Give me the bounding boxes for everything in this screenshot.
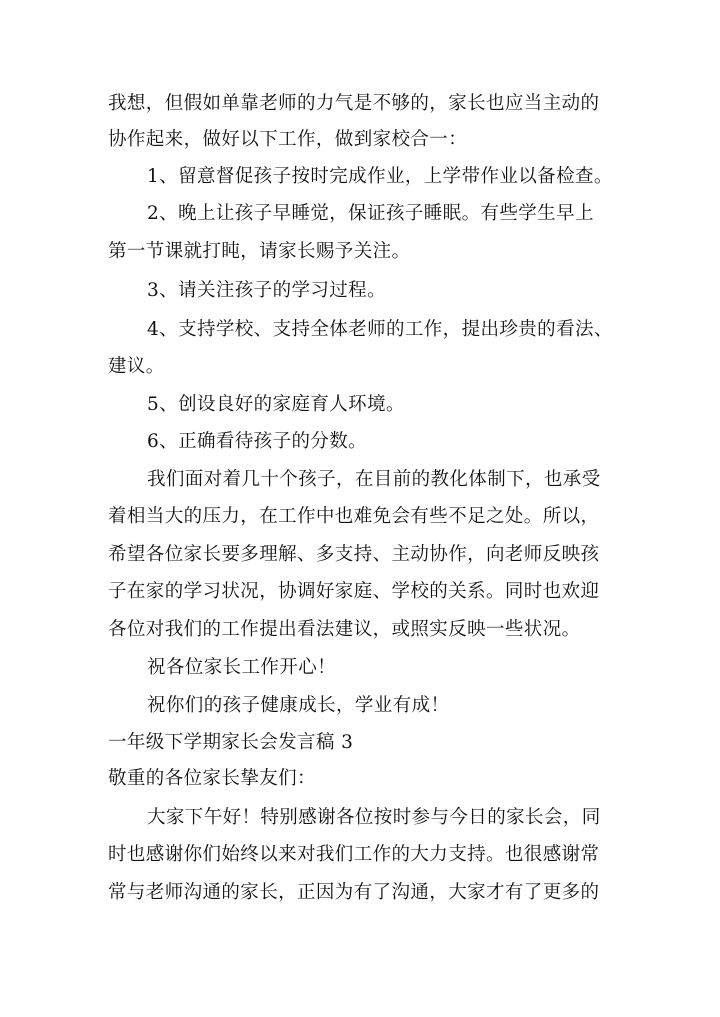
list-item-4: 4、支持学校、支持全体老师的工作，提出珍贵的看法、 xyxy=(147,319,613,340)
paragraph-line: 建议。 xyxy=(108,356,165,377)
paragraph-line: 各位对我们的工作提出看法建议，或照实反映一些状况。 xyxy=(108,619,581,640)
paragraph-line: 子在家的学习状况，协调好家庭、学校的关系。同时也欢迎 xyxy=(108,581,600,602)
paragraph-line: 第一节课就打盹，请家长赐予关注。 xyxy=(108,241,411,262)
list-item-1: 1、留意督促孩子按时完成作业，上学带作业以备检查。 xyxy=(147,166,613,187)
list-item-3: 3、请关注孩子的学习过程。 xyxy=(147,280,386,301)
list-item-5: 5、创设良好的家庭育人环境。 xyxy=(147,394,405,415)
paragraph-line: 协作起来，做好以下工作，做到家校合一： xyxy=(108,129,468,150)
closing-line: 祝各位家长工作开心！ xyxy=(147,657,337,678)
closing-line: 祝你们的孩子健康成长，学业有成！ xyxy=(147,695,450,716)
list-item-6: 6、正确看待孩子的分数。 xyxy=(147,431,368,452)
paragraph-line: 大家下午好！特别感谢各位按时参与今日的家长会，同 xyxy=(147,807,601,828)
paragraph-line: 我想，但假如单靠老师的力气是不够的，家长也应当主动的 xyxy=(108,93,600,114)
paragraph-line: 常与老师沟通的家长，正因为有了沟通，大家才有了更多的 xyxy=(108,882,600,903)
paragraph-line: 着相当大的压力，在工作中也难免会有些不足之处。所以， xyxy=(108,506,600,527)
section-title: 一年级下学期家长会发言稿 3 xyxy=(108,732,354,753)
paragraph-line: 时也感谢你们始终以来对我们工作的大力支持。也很感谢常 xyxy=(108,844,600,865)
paragraph-line: 我们面对着几十个孩子，在目前的教化体制下，也承受 xyxy=(147,469,601,490)
paragraph-line: 希望各位家长要多理解、多支持、主动协作，向老师反映孩 xyxy=(108,544,600,565)
list-item-2: 2、晚上让孩子早睡觉，保证孩子睡眠。有些学生早上 xyxy=(147,203,594,224)
salutation: 敬重的各位家长挚友们： xyxy=(108,768,316,789)
